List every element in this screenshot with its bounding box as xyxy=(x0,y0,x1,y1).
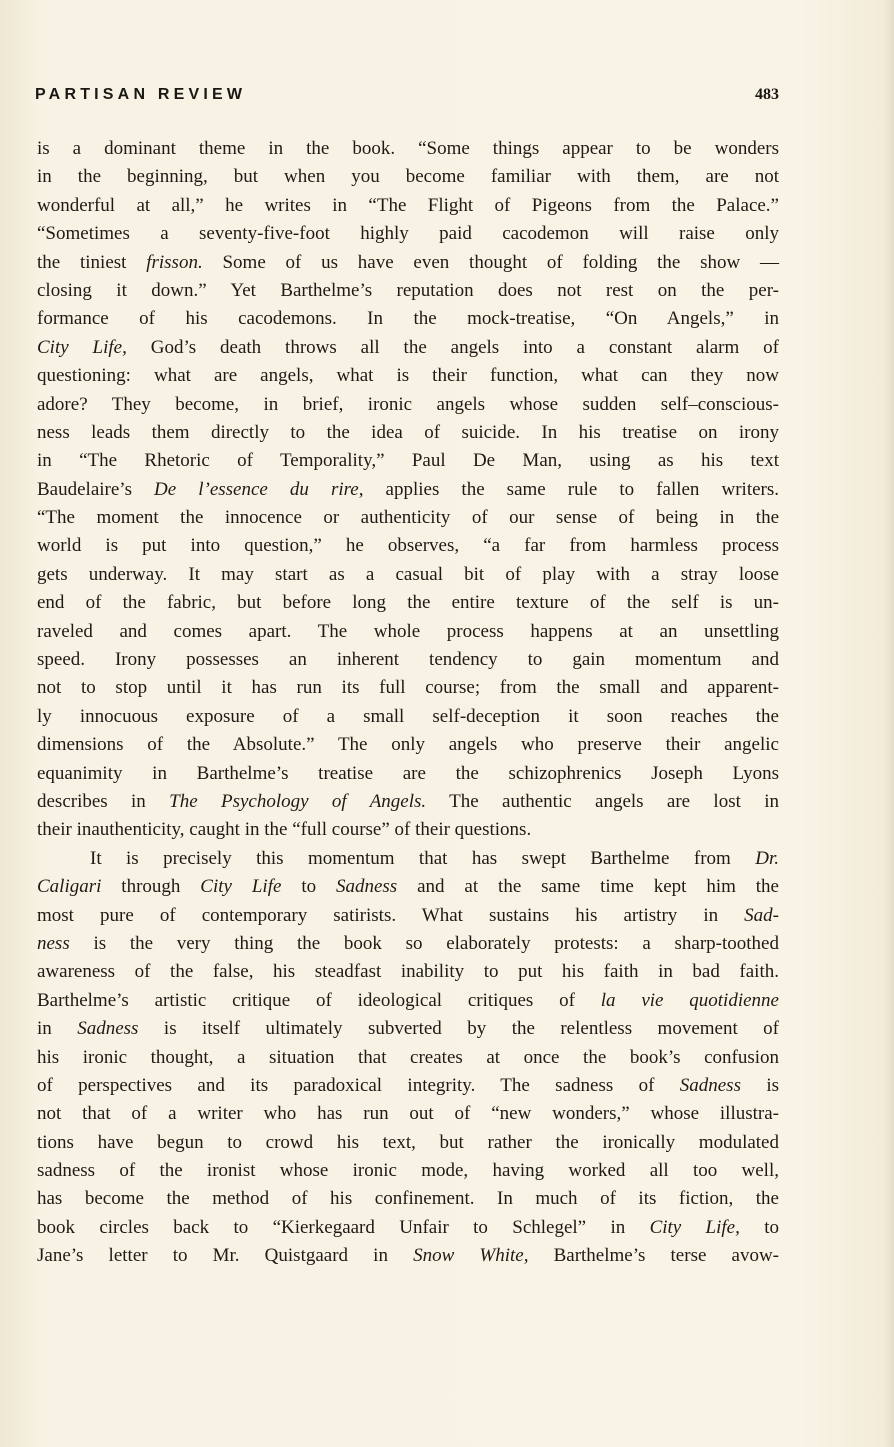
text-line xyxy=(37,788,779,816)
text-run: his ironic thought, a situation that creates at once the book’s confusion xyxy=(37,1046,779,1068)
italic-title-text: la vie quotidienne xyxy=(600,989,779,1011)
text-run: and at the same time kept him the xyxy=(397,876,779,898)
text-line xyxy=(37,1072,779,1100)
text-line xyxy=(37,192,779,220)
page-number: 483 xyxy=(755,86,779,103)
text-line xyxy=(37,646,779,674)
italic-title-text: City Life xyxy=(200,876,282,898)
text-line xyxy=(37,334,779,362)
text-run: Barthelme’s artistic critique of ideological critiques of xyxy=(37,989,601,1011)
text-run: The authentic angels are lost in xyxy=(426,790,779,812)
text-run: Jane’s letter to Mr. Quistgaard in xyxy=(37,1245,414,1267)
text-run: in “The Rhetoric of Temporality,” Paul De Man, using as his text xyxy=(37,450,779,472)
text-line xyxy=(37,845,779,873)
text-line xyxy=(37,135,779,163)
text-line xyxy=(37,873,779,901)
text-run: ness leads them directly to the idea of suicide. In his treatise on irony xyxy=(37,421,779,443)
page-edge-shadow xyxy=(884,0,894,1447)
italic-title-text: City Life, xyxy=(649,1216,740,1238)
italic-title-text: Caligari xyxy=(37,876,102,898)
text-run: God’s death throws all the angels into a constant alarm of xyxy=(126,336,779,358)
text-run: has become the method of his confinement. In much of its fiction, the xyxy=(37,1188,779,1210)
text-line xyxy=(37,618,779,646)
text-run: end of the fabric, but before long the entire texture of the self is un- xyxy=(37,592,779,614)
text-line xyxy=(37,561,779,589)
text-line xyxy=(37,930,779,958)
text-run: tions have begun to crowd his text, but rather the ironically modulated xyxy=(37,1131,779,1153)
text-run: their inauthenticity, caught in the “full course” of their questions. xyxy=(37,819,532,841)
text-line xyxy=(37,1242,779,1270)
text-line xyxy=(37,532,779,560)
text-run: world is put into question,” he observes, “a far from harmless process xyxy=(37,535,779,557)
italic-title-text: Sad- xyxy=(744,904,779,926)
text-run: gets underway. It may start as a casual bit of play with a stray loose xyxy=(37,563,779,585)
text-run: adore? They become, in brief, ironic angels whose sudden self–conscious- xyxy=(37,393,779,415)
italic-title-text: City Life, xyxy=(37,336,127,358)
text-run: “The moment the innocence or authenticity of our sense of being in the xyxy=(37,507,779,529)
text-run: sadness of the ironist whose ironic mode, having worked all too well, xyxy=(37,1160,779,1182)
text-run: ly innocuous exposure of a small self-deception it soon reaches the xyxy=(37,705,779,727)
text-run: most pure of contemporary satirists. What sustains his artistry in xyxy=(37,904,745,926)
italic-title-text: ness xyxy=(37,932,70,954)
text-run: It is precisely this momentum that has swept Barthelme from xyxy=(90,847,756,869)
text-line xyxy=(37,1044,779,1072)
text-run: book circles back to “Kierkegaard Unfair to Schlegel” in xyxy=(37,1216,650,1238)
text-line xyxy=(37,1129,779,1157)
text-line xyxy=(37,1214,779,1242)
italic-title-text: frisson. xyxy=(146,251,203,273)
text-run: equanimity in Barthelme’s treatise are the schizophrenics Joseph Lyons xyxy=(37,762,779,784)
text-line xyxy=(37,958,779,986)
running-head xyxy=(35,86,779,110)
text-run: the tiniest xyxy=(37,251,147,273)
text-run: closing it down.” Yet Barthelme’s reputation does not rest on the per- xyxy=(37,279,779,301)
text-run: questioning: what are angels, what is their function, what can they now xyxy=(37,365,779,387)
italic-title-text: Dr. xyxy=(755,847,779,869)
text-run: in xyxy=(37,1018,78,1040)
text-line xyxy=(37,1100,779,1128)
text-line xyxy=(37,1157,779,1185)
journal-title: PARTISAN REVIEW xyxy=(35,86,247,103)
body-text xyxy=(37,135,779,1271)
text-line xyxy=(37,362,779,390)
text-line xyxy=(37,1015,779,1043)
text-line xyxy=(37,391,779,419)
text-line xyxy=(37,816,779,844)
text-line xyxy=(37,589,779,617)
text-line xyxy=(37,987,779,1015)
text-line xyxy=(37,163,779,191)
text-run: speed. Irony possesses an inherent tendency to gain momentum and xyxy=(37,649,779,671)
text-run: is itself ultimately subverted by the relentless movement of xyxy=(138,1018,780,1040)
text-run: is the very thing the book so elaborately protests: a sharp-toothed xyxy=(69,932,779,954)
text-run: Baudelaire’s xyxy=(37,478,155,500)
text-run: through xyxy=(101,876,201,898)
text-run: is xyxy=(740,1074,779,1096)
text-line xyxy=(37,760,779,788)
text-line xyxy=(37,1185,779,1213)
text-line xyxy=(37,220,779,248)
text-run: “Sometimes a seventy-five-foot highly paid cacodemon will raise only xyxy=(37,223,779,245)
text-run: Barthelme’s terse avow- xyxy=(528,1245,780,1267)
text-line xyxy=(37,249,779,277)
text-run: describes in xyxy=(37,790,170,812)
text-line xyxy=(37,447,779,475)
italic-title-text: Sadness xyxy=(679,1074,741,1096)
text-line xyxy=(37,305,779,333)
text-run: not to stop until it has run its full course; from the small and apparent- xyxy=(37,677,779,699)
text-run: to xyxy=(281,876,336,898)
text-line xyxy=(37,902,779,930)
italic-title-text: Sadness xyxy=(77,1018,139,1040)
text-line xyxy=(37,476,779,504)
text-run: to xyxy=(739,1216,779,1238)
text-line xyxy=(37,731,779,759)
text-run: of perspectives and its paradoxical integrity. The sadness of xyxy=(37,1074,680,1096)
italic-title-text: Sadness xyxy=(335,876,398,898)
text-line xyxy=(37,504,779,532)
italic-title-text: Snow White, xyxy=(413,1245,529,1267)
text-line xyxy=(37,419,779,447)
text-run: awareness of the false, his steadfast inability to put his faith in bad faith. xyxy=(37,961,779,983)
text-line xyxy=(37,674,779,702)
text-line xyxy=(37,703,779,731)
text-run: Some of us have even thought of folding the show — xyxy=(202,251,779,273)
italic-title-text: The Psychology of Angels. xyxy=(169,790,427,812)
text-run: is a dominant theme in the book. “Some things appear to be wonders xyxy=(37,138,779,159)
text-line xyxy=(37,277,779,305)
text-run: formance of his cacodemons. In the mock-treatise, “On Angels,” in xyxy=(37,308,779,330)
italic-title-text: De l’essence du rire, xyxy=(154,478,364,500)
text-run: dimensions of the Absolute.” The only angels who preserve their angelic xyxy=(37,734,779,756)
text-run: not that of a writer who has run out of “new wonders,” whose illustra- xyxy=(37,1103,779,1125)
text-run: wonderful at all,” he writes in “The Flight of Pigeons from the Palace.” xyxy=(37,194,779,216)
text-run: raveled and comes apart. The whole process happens at an unsettling xyxy=(37,620,779,642)
text-run: in the beginning, but when you become familiar with them, are not xyxy=(37,166,779,188)
text-run: applies the same rule to fallen writers. xyxy=(363,478,779,500)
